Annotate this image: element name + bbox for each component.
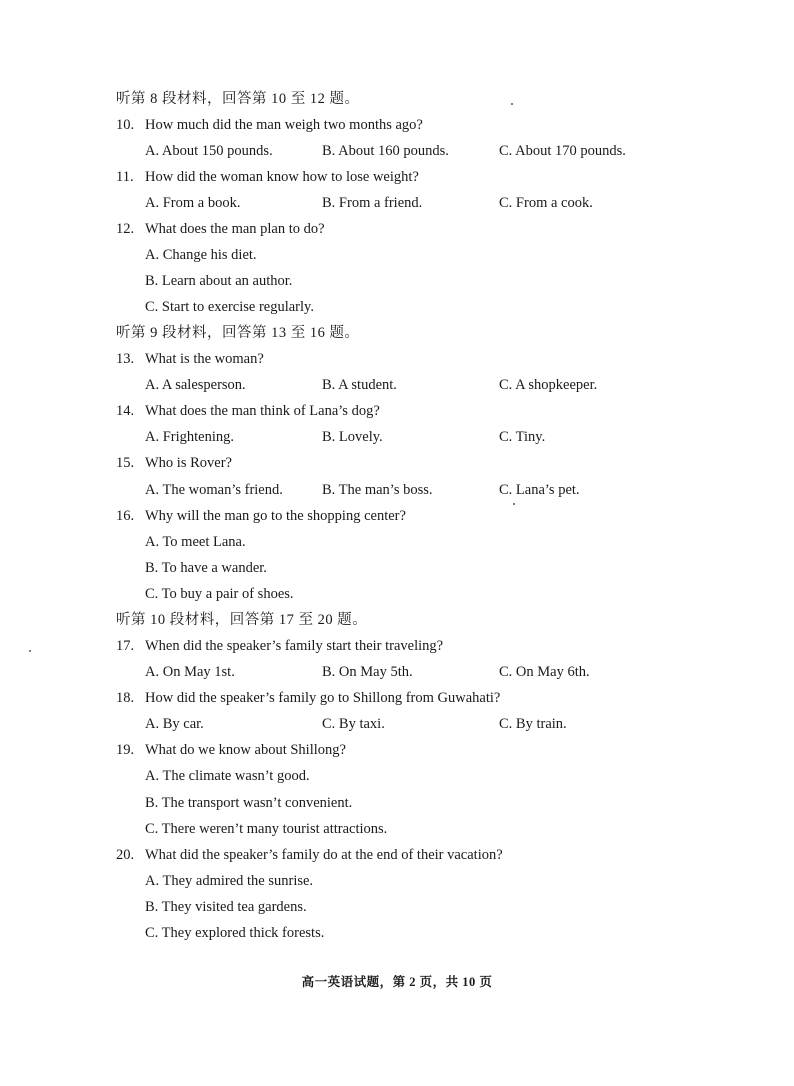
option-c: C. To buy a pair of shoes. (145, 586, 294, 602)
option-a: A. Change his diet. (145, 247, 257, 263)
option-a: A. The climate wasn’t good. (145, 768, 310, 784)
question-17 (116, 637, 443, 655)
option-c: C. Start to exercise regularly. (145, 299, 314, 315)
option-a: A. By car. (145, 716, 204, 732)
section-header-9: 听第 9 段材料，回答第 13 至 16 题。 (116, 325, 360, 341)
option-c: C. On May 6th. (499, 664, 590, 680)
question-20 (116, 846, 503, 864)
question-16 (116, 507, 406, 525)
question-number: 16. (116, 508, 135, 524)
option-b: B. Learn about an author. (145, 273, 293, 289)
question-number: 17. (116, 638, 135, 654)
option-a: A. About 150 pounds. (145, 143, 273, 159)
question-10 (116, 116, 423, 134)
question-number: 19. (116, 742, 135, 758)
option-b: B. They visited tea gardens. (145, 899, 307, 915)
question-number: 15. (116, 455, 135, 471)
option-b: B. The man’s boss. (322, 482, 433, 498)
question-12 (116, 220, 325, 238)
option-c: C. A shopkeeper. (499, 377, 598, 393)
question-number: 12. (116, 221, 135, 237)
page-footer: 高一英语试题，第 2 页，共 10 页 (301, 975, 493, 989)
question-14 (116, 402, 380, 420)
scan-speck (513, 503, 515, 505)
option-c: C. From a cook. (499, 195, 593, 211)
scan-speck (511, 103, 513, 105)
option-b: B. Lovely. (322, 429, 383, 445)
option-b: B. About 160 pounds. (322, 143, 449, 159)
option-b: C. By taxi. (322, 716, 385, 732)
option-b: B. To have a wander. (145, 560, 267, 576)
question-text: How did the speaker’s family go to Shillong from Guwahati? (145, 690, 501, 706)
question-text: Who is Rover? (145, 455, 232, 471)
option-a: A. Frightening. (145, 429, 235, 445)
option-a: A. On May 1st. (145, 664, 235, 680)
option-b: B. The transport wasn’t convenient. (145, 795, 353, 811)
option-b: B. From a friend. (322, 195, 423, 211)
question-19 (116, 741, 346, 759)
question-13 (116, 350, 264, 368)
option-c: C. Tiny. (499, 429, 546, 445)
option-a: A. They admired the sunrise. (145, 873, 314, 889)
question-text: What did the speaker’s family do at the end of their vacation? (145, 847, 503, 863)
section-header-8: 听第 8 段材料，回答第 10 至 12 题。 (116, 91, 360, 107)
question-text: How did the woman know how to lose weight? (145, 169, 419, 185)
option-b: B. On May 5th. (322, 664, 413, 680)
option-a: A. From a book. (145, 195, 241, 211)
question-text: What does the man think of Lana’s dog? (145, 403, 380, 419)
question-number: 18. (116, 690, 135, 706)
question-number: 14. (116, 403, 135, 419)
option-c: C. About 170 pounds. (499, 143, 626, 159)
question-number: 10. (116, 117, 135, 133)
question-11 (116, 168, 419, 186)
option-c: C. They explored thick forests. (145, 925, 325, 941)
option-c: C. There weren’t many tourist attractions. (145, 821, 388, 837)
option-c: C. Lana’s pet. (499, 482, 580, 498)
option-c: C. By train. (499, 716, 567, 732)
question-text: What is the woman? (145, 351, 264, 367)
question-text: When did the speaker’s family start their traveling? (145, 638, 444, 654)
question-number: 11. (116, 169, 134, 185)
option-b: B. A student. (322, 377, 397, 393)
option-a: A. A salesperson. (145, 377, 246, 393)
question-text: What do we know about Shillong? (145, 742, 346, 758)
question-number: 13. (116, 351, 135, 367)
question-text: What does the man plan to do? (145, 221, 325, 237)
option-a: A. The woman’s friend. (145, 482, 283, 498)
question-15 (116, 454, 232, 472)
scan-speck (29, 650, 31, 652)
question-number: 20. (116, 847, 135, 863)
section-header-10: 听第 10 段材料，回答第 17 至 20 题。 (116, 612, 368, 628)
option-a: A. To meet Lana. (145, 534, 246, 550)
question-text: Why will the man go to the shopping center? (145, 508, 406, 524)
question-text: How much did the man weigh two months ago? (145, 117, 423, 133)
question-18 (116, 689, 500, 707)
